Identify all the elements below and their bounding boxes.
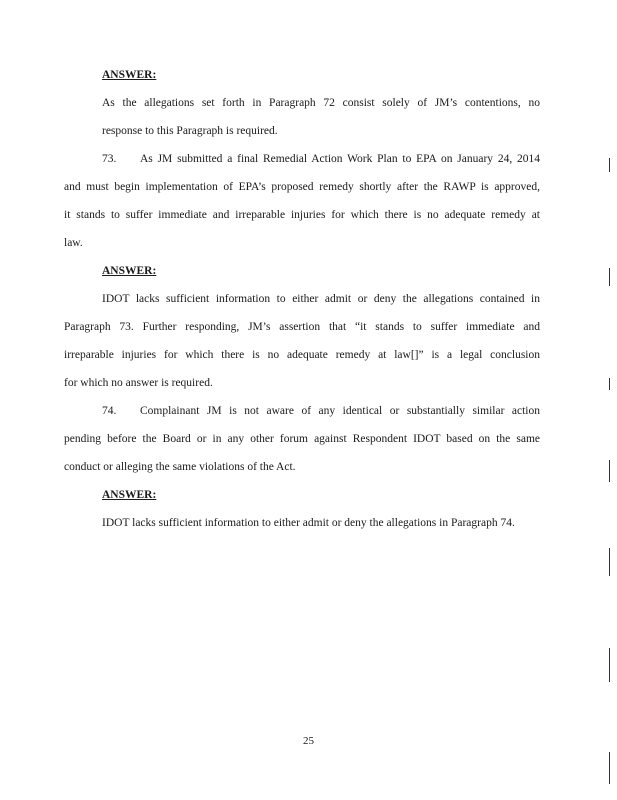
paragraph-73-line-3: it stands to suffer immediate and irreparable injuries for which there is no adequate remedy at [64, 209, 540, 221]
answer-74-line-1: IDOT lacks sufficient information to either admit or deny the allegations in Paragraph 74. [102, 517, 515, 529]
answer-heading-74: ANSWER: [102, 489, 157, 501]
answer-73-line-4: for which no answer is required. [64, 377, 213, 389]
answer-72-line-2: response to this Paragraph is required. [102, 125, 278, 137]
answer-72-line-1: As the allegations set forth in Paragraph 72 consist solely of JM’s contentions, no [102, 97, 540, 109]
scan-mark [609, 158, 610, 172]
paragraph-73-line-1 [102, 152, 540, 166]
answer-heading-73: ANSWER: [102, 265, 157, 277]
scan-mark [609, 548, 610, 576]
answer-73-line-1: IDOT lacks sufficient information to either admit or deny the allegations contained in [102, 293, 540, 305]
paragraph-73-line-2: and must begin implementation of EPA’s proposed remedy shortly after the RAWP is approved, [64, 181, 540, 193]
paragraph-74-line-3: conduct or alleging the same violations of the Act. [64, 461, 296, 473]
paragraph-74-line-2: pending before the Board or in any other forum against Respondent IDOT based on the same [64, 433, 540, 445]
paragraph-74-line-1-text: Complainant JM is not aware of any identical or substantially similar action [140, 405, 540, 417]
scan-mark [609, 268, 610, 286]
page-number: 25 [303, 735, 314, 747]
scan-mark [609, 460, 610, 482]
paragraph-74-line-1 [102, 404, 540, 418]
answer-73-line-3: irreparable injuries for which there is no adequate remedy at law[]” is a legal conclusion [64, 349, 540, 361]
scan-mark [609, 648, 610, 682]
answer-heading-72: ANSWER: [102, 69, 157, 81]
answer-73-line-2: Paragraph 73. Further responding, JM’s assertion that “it stands to suffer immediate and [64, 321, 540, 333]
paragraph-73-line-1-text: As JM submitted a final Remedial Action Work Plan to EPA on January 24, 2014 [140, 153, 540, 165]
paragraph-73-line-4: law. [64, 237, 83, 249]
paragraph-73-number: 73. [102, 153, 117, 165]
scan-mark [609, 752, 610, 784]
scan-mark [609, 378, 610, 390]
paragraph-74-number: 74. [102, 405, 117, 417]
